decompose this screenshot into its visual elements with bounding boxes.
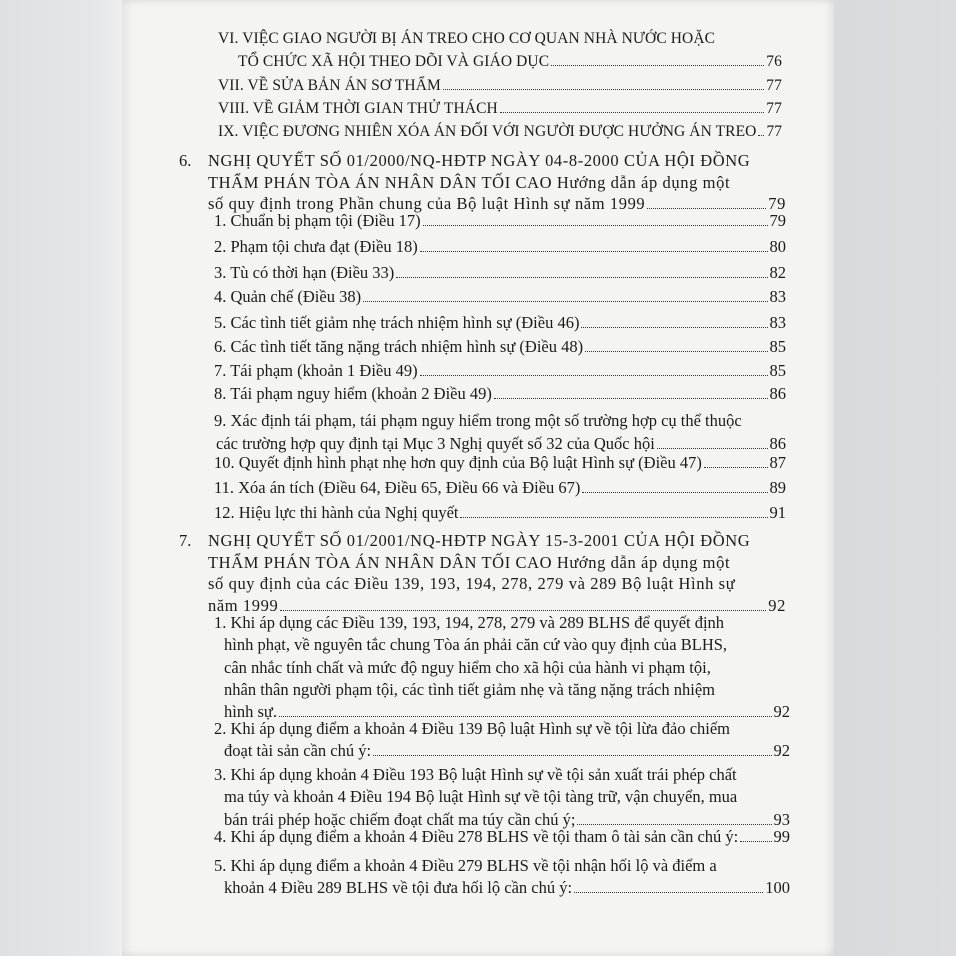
entry-text-line: hình sự.	[224, 702, 277, 722]
entry-text-line: 9. Xác định tái phạm, tái phạm nguy hiểm trong một số trường hợp cụ thể thuộc	[214, 411, 742, 430]
page-number: 77	[766, 123, 783, 140]
entry-text-line: IX. VIỆC ĐƯƠNG NHIÊN XÓA ÁN ĐỐI VỚI NGƯỜI ĐƯỢC HƯỞNG ÁN TREO	[218, 123, 757, 140]
entry-text-line: 12. Hiệu lực thi hành của Nghị quyết	[214, 503, 459, 522]
dot-leader	[420, 375, 768, 376]
entry-text-line: NGHỊ QUYẾT SỐ 01/2001/NQ-HĐTP NGÀY 15-3-2001 CỦA HỘI ĐỒNG	[208, 531, 751, 550]
entry-text-line: khoản 4 Điều 289 BLHS về tội đưa hối lộ cần chú ý:	[224, 878, 573, 898]
entry-text-line: 1. Khi áp dụng các Điều 139, 193, 194, 278, 279 và 289 BLHS để quyết định	[214, 613, 725, 632]
entry-text-line: 4. Khi áp dụng điểm a khoản 4 Điều 278 BLHS về tội tham ô tài sản cần chú ý:	[214, 827, 739, 846]
page-number: 93	[773, 809, 790, 829]
entry-text-line: hình phạt, về nguyên tắc chung Tòa án phải căn cứ vào quy định của BLHS,	[224, 635, 728, 655]
dot-leader	[551, 65, 764, 66]
entry-text-line: 3. Tù có thời hạn (Điều 33)	[214, 263, 395, 282]
dot-leader	[577, 824, 771, 825]
dot-leader	[396, 277, 767, 278]
entry-text-line: cân nhắc tính chất và mức độ nguy hiểm cho xã hội của hành vi phạm tội,	[224, 657, 711, 677]
dot-leader	[740, 841, 771, 842]
page-number: 86	[769, 433, 786, 453]
page-number: 79	[769, 211, 786, 230]
entry-text-line: NGHỊ QUYẾT SỐ 01/2000/NQ-HĐTP NGÀY 04-8-2000 CỦA HỘI ĐỒNG	[208, 151, 751, 170]
toc-entry-roman[interactable]	[218, 121, 782, 144]
entry-text-line: các trường hợp quy định tại Mục 3 Nghị quyết số 32 của Quốc hội	[216, 433, 655, 453]
section-6-item[interactable]	[214, 383, 786, 406]
section-7-item[interactable]	[214, 612, 790, 723]
page-number: 77	[766, 100, 782, 117]
entry-text-line: 2. Khi áp dụng điểm a khoản 4 Điều 139 Bộ luật Hình sự về tội lừa đảo chiếm	[214, 719, 731, 738]
page-number: 83	[769, 313, 786, 332]
section-6-item[interactable]	[214, 210, 786, 233]
entry-text-line: 6. Các tình tiết tăng nặng trách nhiệm hình sự (Điều 48)	[214, 337, 584, 356]
toc-entry-roman[interactable]	[218, 75, 782, 98]
entry-text-line: 2. Phạm tội chưa đạt (Điều 18)	[214, 237, 418, 256]
entry-text-line: 3. Khi áp dụng khoản 4 Điều 193 Bộ luật Hình sự về tội sản xuất trái phép chất	[214, 765, 737, 784]
dot-leader	[581, 327, 767, 328]
section-6-item[interactable]	[214, 236, 786, 259]
section-6-heading[interactable]	[208, 150, 786, 215]
page-number: 92	[768, 596, 786, 616]
page-number: 91	[769, 503, 786, 522]
entry-text-line: số quy định của các Điều 139, 193, 194, 278, 279 và 289 Bộ luật Hình sự	[208, 574, 736, 594]
entry-text-line: THẨM PHÁN TÒA ÁN NHÂN DÂN TỐI CAO Hướng dẫn áp dụng một	[208, 552, 731, 572]
page-number: 82	[769, 263, 786, 282]
dot-leader	[582, 492, 767, 493]
table-of-contents	[122, 0, 834, 956]
section-7-item[interactable]	[214, 764, 790, 831]
entry-text-line: VII. VỀ SỬA BẢN ÁN SƠ THẨM	[218, 77, 441, 94]
entry-text-line: 8. Tái phạm nguy hiểm (khoản 2 Điều 49)	[214, 384, 492, 403]
dot-leader	[280, 610, 766, 611]
entry-text-line: THẨM PHÁN TÒA ÁN NHÂN DÂN TỐI CAO Hướng dẫn áp dụng một	[208, 172, 731, 192]
section-6-item[interactable]	[214, 452, 786, 475]
dot-leader	[500, 112, 764, 113]
dot-leader	[363, 301, 767, 302]
page-number: 89	[769, 478, 786, 497]
toc-entry-roman[interactable]	[218, 28, 782, 73]
section-7-number: 7.	[179, 531, 192, 550]
entry-text-line: 7. Tái phạm (khoản 1 Điều 49)	[214, 361, 418, 380]
entry-text-line: đoạt tài sản cần chú ý:	[224, 741, 372, 761]
entry-text-line: 10. Quyết định hình phạt nhẹ hơn quy định của Bộ luật Hình sự (Điều 47)	[214, 453, 702, 472]
page-number: 77	[766, 77, 782, 94]
entry-text-line: 1. Chuẩn bị phạm tội (Điều 17)	[214, 211, 421, 230]
book-left-edge	[0, 0, 122, 956]
dot-leader	[758, 135, 764, 136]
page-number: 80	[769, 237, 786, 256]
entry-text-line: 11. Xóa án tích (Điều 64, Điều 65, Điều 66 và Điều 67)	[214, 478, 581, 497]
dot-leader	[494, 398, 768, 399]
entry-text-line: VI. VIỆC GIAO NGƯỜI BỊ ÁN TREO CHO CƠ QUAN NHÀ NƯỚC HOẶC	[218, 30, 716, 47]
entry-text-line: năm 1999	[208, 596, 279, 616]
page-number: 99	[773, 827, 790, 846]
page-number: 100	[765, 878, 790, 898]
dot-leader	[574, 892, 763, 893]
dot-leader	[423, 225, 768, 226]
section-6-item[interactable]	[214, 336, 786, 359]
section-7-heading[interactable]	[208, 530, 786, 617]
entry-text-line: 4. Quản chế (Điều 38)	[214, 287, 362, 306]
toc-entry-roman[interactable]	[218, 98, 782, 121]
book-right-edge	[834, 0, 956, 956]
entry-text-line: TỔ CHỨC XÃ HỘI THEO DÕI VÀ GIÁO DỤC	[238, 52, 550, 70]
dot-leader	[657, 448, 768, 449]
section-6-item[interactable]	[214, 502, 786, 525]
page-number: 76	[766, 52, 782, 70]
dot-leader	[443, 89, 764, 90]
section-7-item[interactable]	[214, 855, 790, 900]
section-6-item[interactable]	[214, 312, 786, 335]
book-page	[122, 0, 834, 956]
dot-leader	[704, 467, 768, 468]
entry-text-line: ma túy và khoản 4 Điều 194 Bộ luật Hình sự về tội tàng trữ, vận chuyển, mua	[224, 787, 738, 807]
section-7-item[interactable]	[214, 826, 790, 848]
section-6-item[interactable]	[214, 477, 786, 500]
entry-text-line: bán trái phép hoặc chiếm đoạt chất ma túy cần chú ý;	[224, 809, 576, 829]
section-7-item[interactable]	[214, 718, 790, 763]
entry-text-line: 5. Khi áp dụng điểm a khoản 4 Điều 279 BLHS về tội nhận hối lộ và điểm a	[214, 856, 717, 875]
dot-leader	[420, 251, 768, 252]
section-6-item[interactable]	[214, 286, 786, 309]
dot-leader	[373, 755, 771, 756]
section-6-item[interactable]	[214, 360, 786, 383]
dot-leader	[460, 517, 767, 518]
page-number: 85	[769, 337, 786, 356]
page-number: 87	[769, 453, 786, 472]
section-6-number: 6.	[179, 151, 192, 170]
entry-text-line: nhân thân người phạm tội, các tình tiết giảm nhẹ và tăng nặng trách nhiệm	[224, 679, 715, 699]
entry-text-line: số quy định trong Phần chung của Bộ luật Hình sự năm 1999	[208, 194, 646, 214]
page-number: 92	[773, 702, 790, 722]
page-number: 79	[768, 194, 786, 214]
page-number: 92	[773, 741, 790, 761]
entry-text-line: 5. Các tình tiết giảm nhẹ trách nhiệm hình sự (Điều 46)	[214, 313, 580, 332]
entry-text-line: VIII. VỀ GIẢM THỜI GIAN THỬ THÁCH	[218, 100, 498, 117]
page-number: 83	[769, 287, 786, 306]
section-6-item[interactable]	[214, 262, 786, 285]
dot-leader	[585, 351, 767, 352]
page-number: 86	[769, 384, 786, 403]
page-number: 85	[769, 361, 786, 380]
section-6-item[interactable]	[214, 410, 786, 455]
